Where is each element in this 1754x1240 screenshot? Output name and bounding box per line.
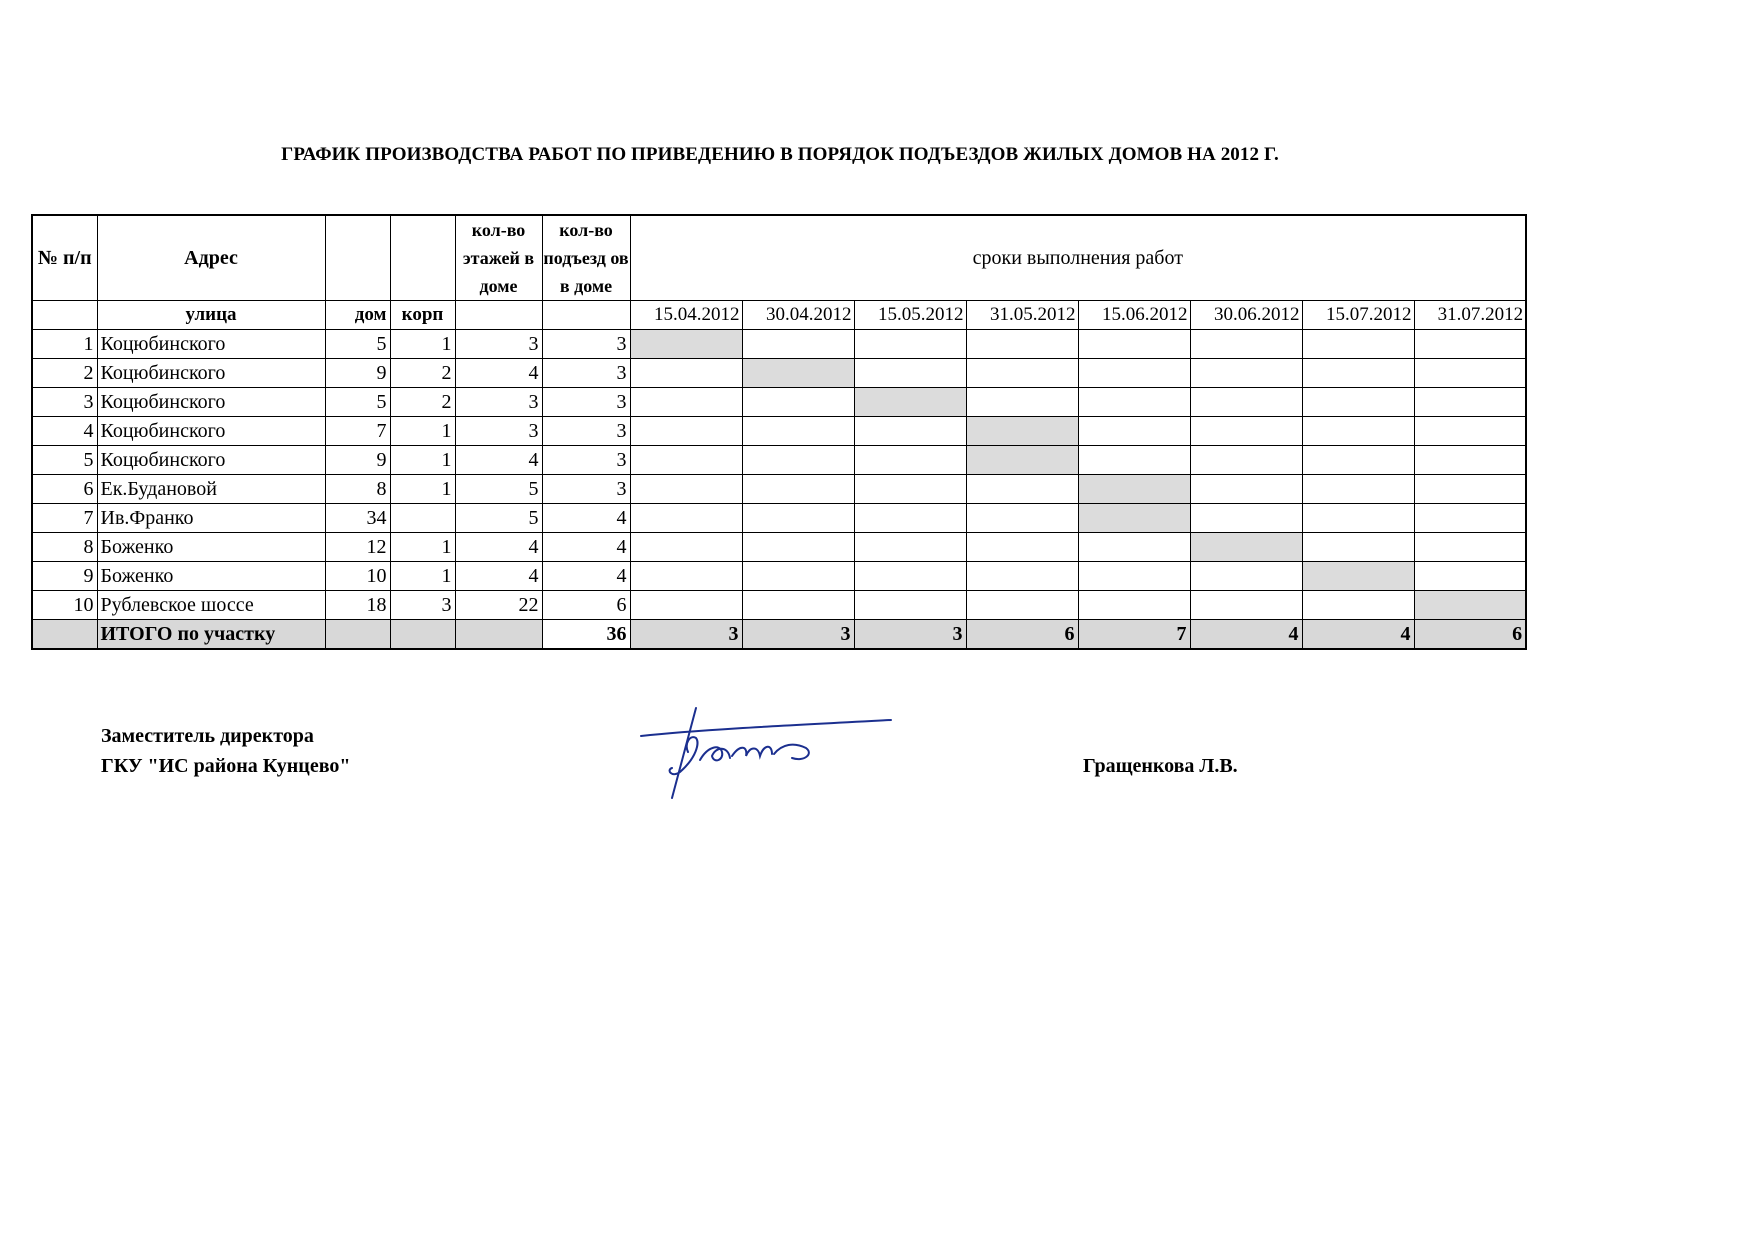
total-blank [325,620,390,650]
schedule-cell [630,446,742,475]
table-row [32,446,1526,475]
schedule-cell [1190,359,1302,388]
schedule-cell [742,388,854,417]
row-entrances: 4 [542,562,630,591]
schedule-cell [854,475,966,504]
document-title: ГРАФИК ПРОИЗВОДСТВА РАБОТ ПО ПРИВЕДЕНИЮ В ПОРЯДОК ПОДЪЕЗДОВ ЖИЛЫХ ДОМОВ НА 2012 Г. [281,144,1279,165]
schedule-cell [1414,359,1526,388]
row-entrances: 4 [542,533,630,562]
row-building [390,504,455,533]
row-street: Коцюбинского [97,359,325,388]
row-building: 1 [390,475,455,504]
subheader-blank [455,301,542,330]
schedule-cell [854,446,966,475]
schedule-cell [742,533,854,562]
row-house: 18 [325,591,390,620]
row-floors: 4 [455,359,542,388]
schedule-cell [742,417,854,446]
row-floors: 3 [455,330,542,359]
total-per-date: 4 [1302,620,1414,650]
schedule-cell [630,359,742,388]
row-street: Коцюбинского [97,417,325,446]
row-floors: 3 [455,388,542,417]
row-entrances: 4 [542,504,630,533]
table-row [32,359,1526,388]
schedule-cell [742,446,854,475]
row-street: Коцюбинского [97,388,325,417]
schedule-cell [1078,359,1190,388]
schedule-cell [742,562,854,591]
schedule-cell [966,330,1078,359]
row-house: 5 [325,330,390,359]
schedule-cell [966,475,1078,504]
header-blank-house [325,215,390,301]
row-floors: 3 [455,417,542,446]
row-building: 1 [390,533,455,562]
row-street: Рублевское шоссе [97,591,325,620]
schedule-cell [1190,562,1302,591]
row-number: 7 [32,504,97,533]
scheduled-period-cell [854,388,966,417]
schedule-cell [630,388,742,417]
schedule-cell [1078,330,1190,359]
schedule-cell [630,533,742,562]
row-house: 10 [325,562,390,591]
row-street: Боженко [97,533,325,562]
date-header: 15.07.2012 [1302,301,1414,330]
schedule-cell [630,504,742,533]
schedule-cell [742,504,854,533]
date-header: 30.06.2012 [1190,301,1302,330]
row-number: 10 [32,591,97,620]
row-house: 12 [325,533,390,562]
row-street: Коцюбинского [97,446,325,475]
table-row [32,330,1526,359]
row-floors: 5 [455,504,542,533]
row-number: 3 [32,388,97,417]
subheader-building: корп [390,301,455,330]
schedule-cell [966,562,1078,591]
schedule-cell [1190,446,1302,475]
total-per-date: 4 [1190,620,1302,650]
schedule-table [31,214,1527,650]
table-row [32,388,1526,417]
header-floors: кол-во этажей в доме [455,215,542,301]
row-street: Ек.Будановой [97,475,325,504]
schedule-cell [630,591,742,620]
schedule-cell [1190,330,1302,359]
schedule-cell [1414,388,1526,417]
schedule-cell [742,330,854,359]
date-header: 15.05.2012 [854,301,966,330]
schedule-cell [742,591,854,620]
schedule-cell [1302,446,1414,475]
row-entrances: 6 [542,591,630,620]
row-number: 5 [32,446,97,475]
row-house: 5 [325,388,390,417]
row-house: 7 [325,417,390,446]
schedule-cell [1414,562,1526,591]
table-row [32,562,1526,591]
total-per-date: 3 [742,620,854,650]
header-blank-building [390,215,455,301]
schedule-cell [1078,533,1190,562]
date-header: 15.04.2012 [630,301,742,330]
row-street: Коцюбинского [97,330,325,359]
row-floors: 22 [455,591,542,620]
schedule-cell [1078,446,1190,475]
subheader-row [32,301,1526,330]
schedule-cell [1302,591,1414,620]
row-entrances: 3 [542,417,630,446]
date-header: 31.07.2012 [1414,301,1526,330]
schedule-cell [966,359,1078,388]
scheduled-period-cell [1078,504,1190,533]
signatory-name: Гращенкова Л.В. [1083,755,1238,777]
schedule-cell [630,417,742,446]
total-per-date: 6 [1414,620,1526,650]
schedule-cell [1414,533,1526,562]
schedule-cell [1414,417,1526,446]
total-blank [455,620,542,650]
schedule-cell [854,359,966,388]
header-num: № п/п [32,215,97,301]
schedule-cell [1078,417,1190,446]
schedule-cell [1414,475,1526,504]
schedule-cell [966,388,1078,417]
row-entrances: 3 [542,475,630,504]
row-building: 2 [390,359,455,388]
scheduled-period-cell [742,359,854,388]
schedule-cell [854,533,966,562]
row-floors: 5 [455,475,542,504]
schedule-cell [1302,359,1414,388]
total-per-date: 3 [854,620,966,650]
schedule-cell [854,417,966,446]
schedule-cell [1190,417,1302,446]
total-label: ИТОГО по участку [97,620,325,650]
row-building: 1 [390,562,455,591]
subheader-blank [32,301,97,330]
schedule-cell [1078,562,1190,591]
subheader-blank [542,301,630,330]
date-header: 31.05.2012 [966,301,1078,330]
schedule-cell [854,330,966,359]
row-house: 8 [325,475,390,504]
row-number: 1 [32,330,97,359]
row-entrances: 3 [542,330,630,359]
total-per-date: 6 [966,620,1078,650]
schedule-cell [1414,504,1526,533]
schedule-cell [1302,388,1414,417]
schedule-cell [966,504,1078,533]
row-floors: 4 [455,446,542,475]
header-row [32,215,1526,301]
total-per-date: 7 [1078,620,1190,650]
header-schedule: сроки выполнения работ [630,215,1526,301]
schedule-cell [854,562,966,591]
table-row [32,417,1526,446]
schedule-cell [1302,475,1414,504]
row-number: 2 [32,359,97,388]
total-row [32,620,1526,650]
row-house: 9 [325,359,390,388]
scheduled-period-cell [966,446,1078,475]
schedule-cell [854,591,966,620]
signatory-position-line1: Заместитель директора [101,725,314,747]
subheader-street: улица [97,301,325,330]
table-row [32,504,1526,533]
schedule-cell [1078,591,1190,620]
row-floors: 4 [455,533,542,562]
schedule-cell [1414,330,1526,359]
schedule-cell [1190,475,1302,504]
row-house: 34 [325,504,390,533]
row-floors: 4 [455,562,542,591]
header-address: Адрес [97,215,325,301]
schedule-cell [854,504,966,533]
table-row [32,591,1526,620]
row-street: Ив.Франко [97,504,325,533]
row-building: 1 [390,330,455,359]
schedule-cell [966,591,1078,620]
schedule-cell [1190,504,1302,533]
total-per-date: 3 [630,620,742,650]
scheduled-period-cell [630,330,742,359]
scheduled-period-cell [966,417,1078,446]
total-blank [32,620,97,650]
date-header: 30.04.2012 [742,301,854,330]
signatory-position-line2: ГКУ "ИС района Кунцево" [101,755,351,777]
schedule-cell [630,475,742,504]
table-row [32,533,1526,562]
scheduled-period-cell [1078,475,1190,504]
subheader-house: дом [325,301,390,330]
schedule-cell [1190,591,1302,620]
row-entrances: 3 [542,359,630,388]
row-entrances: 3 [542,446,630,475]
row-street: Боженко [97,562,325,591]
table-row [32,475,1526,504]
row-entrances: 3 [542,388,630,417]
row-building: 3 [390,591,455,620]
scheduled-period-cell [1190,533,1302,562]
scheduled-period-cell [1302,562,1414,591]
date-header: 15.06.2012 [1078,301,1190,330]
scheduled-period-cell [1414,591,1526,620]
row-number: 6 [32,475,97,504]
row-number: 8 [32,533,97,562]
schedule-cell [630,562,742,591]
handwritten-signature [636,698,896,808]
schedule-cell [1190,388,1302,417]
row-building: 2 [390,388,455,417]
header-entrances: кол-во подъезд ов в доме [542,215,630,301]
schedule-cell [1302,533,1414,562]
row-number: 4 [32,417,97,446]
row-building: 1 [390,417,455,446]
schedule-cell [966,533,1078,562]
row-house: 9 [325,446,390,475]
total-entrances: 36 [542,620,630,650]
row-number: 9 [32,562,97,591]
schedule-cell [1302,504,1414,533]
schedule-cell [1302,417,1414,446]
schedule-cell [1302,330,1414,359]
row-building: 1 [390,446,455,475]
schedule-cell [1078,388,1190,417]
schedule-cell [742,475,854,504]
total-blank [390,620,455,650]
schedule-cell [1414,446,1526,475]
